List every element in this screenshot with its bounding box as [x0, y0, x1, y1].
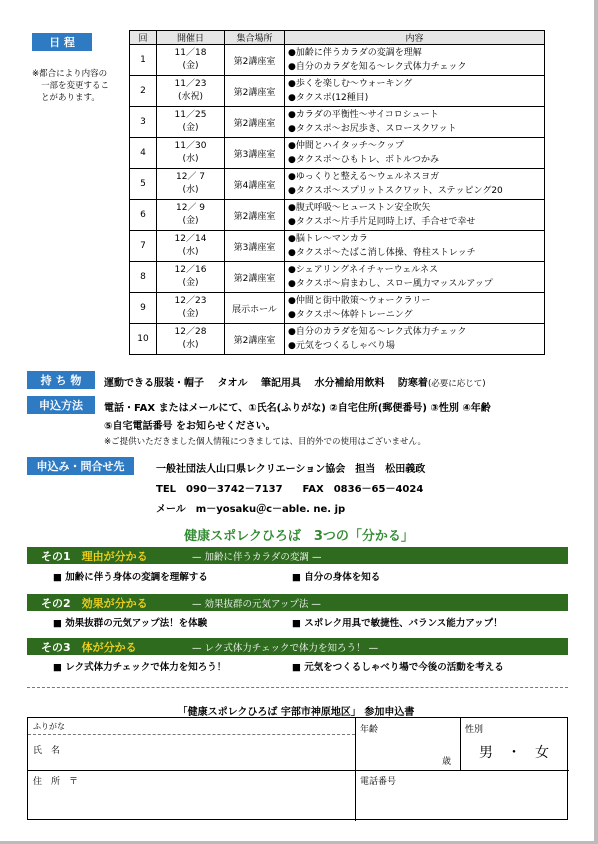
section-1-bar: [27, 547, 568, 564]
sex-options: 男 ・ 女: [479, 745, 549, 761]
row-date: [157, 45, 225, 76]
header-place: 集合場所: [225, 31, 285, 45]
row-content-line: ●タクスポ～たばこ消し体操、脊柱ストレッチ: [288, 248, 476, 258]
row-no: [130, 262, 157, 293]
row-no: [130, 324, 157, 355]
row-date: [157, 231, 225, 262]
section-1-heading: [27, 548, 192, 564]
row-day-text: (水): [182, 154, 199, 164]
section-3-bullet-1: ■ レク式体力チェックで体力を知ろう！: [53, 662, 227, 673]
row-day-text: (水祝): [177, 92, 204, 102]
row-content: [285, 169, 545, 200]
schedule-header-row: [130, 31, 545, 45]
row-content-line: ●シェアリングネイチャーウェルネス: [288, 265, 438, 275]
row-place-text: 第2講座室: [233, 87, 276, 98]
row-content-line: ●元気をつくるしゃべり場: [288, 341, 395, 351]
row-content: [285, 107, 545, 138]
section-2-head: 効果が分かる: [81, 596, 148, 610]
row-no: [130, 76, 157, 107]
row-place-text: 第2講座室: [233, 211, 276, 222]
row-content-line: ●腹式呼吸～ヒューストン安全吹矢: [288, 203, 431, 213]
schedule-note: [32, 68, 120, 104]
section-3-heading: [27, 639, 192, 655]
application-form: [27, 717, 568, 820]
section-2-heading: [27, 595, 192, 611]
header-content: 内容: [285, 31, 545, 45]
phone-label: 電話番号: [360, 777, 397, 787]
age-unit: 歳: [442, 757, 452, 767]
row-place: [225, 169, 285, 200]
row-no-text: 8: [140, 272, 146, 282]
section-3-bar: [27, 638, 568, 655]
table-row: [130, 200, 545, 231]
row-content: [285, 231, 545, 262]
sex-label: 性別: [465, 725, 484, 735]
row-content-line: ●タクスポ～スプリットスクワット、ステッピング20: [288, 186, 503, 196]
row-no-text: 4: [140, 148, 146, 158]
row-content: [285, 262, 545, 293]
section-2-sub: — 効果抜群の元気アップ法 —: [192, 598, 321, 610]
schedule-note-line: とがあります。: [41, 93, 100, 103]
row-content-line: ●自分のカラダを知る～レク式体力チェック: [288, 327, 467, 337]
schedule-body: [130, 45, 545, 355]
row-content: [285, 45, 545, 76]
row-day-text: (水): [182, 247, 199, 257]
row-place-text: 第3講座室: [233, 242, 276, 253]
row-place: [225, 231, 285, 262]
row-content-line: ●タクスポ～お尻歩き、スロースクワット: [288, 124, 457, 134]
row-content-line: ●タクスポ～肩まわし、スロー風力マッスルアップ: [288, 279, 493, 289]
row-content: [285, 293, 545, 324]
row-place: [225, 200, 285, 231]
row-content-line: ●タクスポ～体幹トレーニング: [288, 310, 413, 320]
row-date: [157, 76, 225, 107]
row-date: [157, 138, 225, 169]
row-date: [157, 262, 225, 293]
schedule-tag: 日 程: [32, 33, 92, 51]
schedule-table: [129, 30, 545, 355]
row-date: [157, 200, 225, 231]
row-no-text: 1: [140, 55, 146, 65]
table-row: [130, 293, 545, 324]
row-day-text: (金): [182, 123, 199, 133]
row-place: [225, 76, 285, 107]
apply-tag: 申込方法: [27, 396, 95, 414]
row-place: [225, 324, 285, 355]
section-3-head: 体が分かる: [81, 640, 137, 654]
row-date: [157, 169, 225, 200]
row-no: [130, 169, 157, 200]
section-2-bar: [27, 594, 568, 611]
form-title: 「健康スポレクひろば 宇部市神原地区」 参加申込書: [177, 707, 415, 718]
row-date-text: 12／28: [174, 327, 207, 337]
row-place-text: 第2講座室: [233, 56, 276, 67]
items-text: [104, 374, 486, 389]
row-day-text: (金): [182, 278, 199, 288]
contact-mail: メール m－yosaku＠c－able. ne. jp: [156, 504, 346, 515]
apply-note: ※ご提供いただきました個人情報につきましては、目的外での使用はございません。: [104, 437, 426, 447]
header-date: 開催日: [157, 31, 225, 45]
section-1-bullet-2: ■ 自分の身体を知る: [292, 572, 381, 583]
row-content-line: ●タクスポ(12種目): [288, 93, 369, 103]
page-edge-right: [594, 0, 598, 844]
address-label: 住 所 〒: [33, 777, 79, 787]
row-no-text: 5: [140, 179, 146, 189]
row-date: [157, 107, 225, 138]
row-day-text: (水): [182, 340, 199, 350]
table-row: [130, 169, 545, 200]
row-date: [157, 324, 225, 355]
apply-line1: 電話・FAX またはメールにて、①氏名(ふりがな) ②自宅住所(郵便番号) ③性別 ④年齢: [104, 403, 491, 414]
row-no-text: 7: [140, 241, 146, 251]
contact-tag: 申込み・問合せ先: [27, 457, 134, 475]
row-content-line: ●タクスポ～片手片足同時上げ、手合せで幸せ: [288, 217, 476, 227]
row-content-line: ●歩くを楽しむ～ウォーキング: [288, 79, 413, 89]
section-2-num: その2: [41, 596, 71, 610]
apply-line2: ⑤自宅電話番号 をお知らせください。: [104, 421, 276, 432]
row-date-text: 11／18: [174, 48, 207, 58]
name-label: 氏 名: [33, 746, 61, 756]
row-date-text: 11／25: [174, 110, 207, 120]
table-row: [130, 262, 545, 293]
row-date-text: 11／30: [174, 141, 207, 151]
row-place: [225, 45, 285, 76]
row-no-text: 9: [140, 303, 146, 313]
row-content-line: ●仲間とハイタッチ～クップ: [288, 141, 404, 151]
row-content-line: ●仲間と街中散策～ウォークラリー: [288, 296, 431, 306]
row-date-text: 12／23: [174, 296, 207, 306]
row-no: [130, 231, 157, 262]
row-content-line: ●加齢に伴うカラダの変調を理解: [288, 48, 422, 58]
schedule-note-line: 一部を変更するこ: [41, 81, 110, 91]
furigana-label: ふりがな: [33, 722, 65, 731]
table-row: [130, 231, 545, 262]
row-no-text: 2: [140, 86, 146, 96]
section-2-bullet-2: ■ スポレク用具で敏捷性、バランス能力アップ！: [292, 618, 503, 629]
furigana-line: [28, 734, 355, 735]
row-no: [130, 138, 157, 169]
table-row: [130, 76, 545, 107]
header-no: 回: [130, 31, 157, 45]
row-place-text: 展示ホール: [232, 304, 277, 315]
row-day-text: (金): [182, 309, 199, 319]
row-no: [130, 45, 157, 76]
row-place: [225, 107, 285, 138]
row-no: [130, 200, 157, 231]
row-place-text: 第2講座室: [233, 335, 276, 346]
row-content: [285, 76, 545, 107]
section-1-num: その1: [41, 549, 71, 563]
row-place-text: 第3講座室: [233, 149, 276, 160]
section-1-bullet-1: ■ 加齢に伴う身体の変調を理解する: [53, 572, 208, 583]
row-place: [225, 138, 285, 169]
table-row: [130, 107, 545, 138]
row-content: [285, 200, 545, 231]
row-place-text: 第4講座室: [233, 180, 276, 191]
row-content-line: ●脳トレ～マンカラ: [288, 234, 368, 244]
table-row: [130, 138, 545, 169]
section-3-bullet-2: ■ 元気をつくるしゃべり場で今後の活動を考える: [292, 662, 504, 673]
contact-tel: TEL 090－3742－7137 FAX 0836－65－4024: [156, 484, 424, 495]
row-date-text: 12／16: [174, 265, 207, 275]
row-place: [225, 262, 285, 293]
row-no-text: 6: [140, 210, 146, 220]
row-content-line: ●カラダの平衡性～サイコロシュート: [288, 110, 439, 120]
row-day-text: (金): [182, 61, 199, 71]
row-content: [285, 324, 545, 355]
three-title: 健康スポレクひろば 3つの「分かる」: [184, 529, 414, 544]
row-content-line: ●自分のカラダを知る～レク式体力チェック: [288, 62, 467, 72]
items-tag: 持 ち 物: [27, 371, 95, 389]
row-date-text: 12／ 9: [175, 203, 206, 213]
row-place-text: 第2講座室: [233, 273, 276, 284]
row-date: [157, 293, 225, 324]
row-date-text: 11／23: [174, 79, 207, 89]
section-1-sub: — 加齢に伴うカラダの変調 —: [192, 551, 322, 563]
row-place-text: 第2講座室: [233, 118, 276, 129]
row-date-text: 12／14: [174, 234, 207, 244]
form-divider: [460, 718, 461, 770]
cut-line: [27, 687, 568, 688]
row-no: [130, 107, 157, 138]
row-date-text: 12／ 7: [175, 172, 206, 182]
row-content-line: ●ゆっくりと整える～ウェルネスヨガ: [288, 172, 440, 182]
row-day-text: (金): [182, 216, 199, 226]
table-row: [130, 324, 545, 355]
row-no: [130, 293, 157, 324]
row-content: [285, 138, 545, 169]
items-suffix: (必要に応じて): [427, 379, 486, 389]
section-1-head: 理由が分かる: [81, 549, 148, 563]
schedule-note-line: ※都合により内容の: [32, 69, 108, 79]
table-row: [130, 45, 545, 76]
form-divider: [28, 770, 569, 771]
items-list: 運動できる服装・帽子 タオル 筆記用具 水分補給用飲料 防寒着: [104, 378, 428, 389]
section-2-bullet-1: ■ 効果抜群の元気アップ法！を体験: [53, 618, 208, 629]
contact-org: 一般社団法人山口県レクリエーション協会 担当 松田義政: [156, 464, 426, 475]
row-day-text: (水): [182, 185, 199, 195]
row-place: [225, 293, 285, 324]
row-no-text: 10: [137, 334, 149, 344]
row-content-line: ●タクスポ～ひもトレ、ボトルつかみ: [288, 155, 440, 165]
section-3-num: その3: [41, 640, 71, 654]
age-label: 年齢: [360, 725, 379, 735]
section-3-sub: — レク式体力チェックで体力を知ろう！ —: [192, 642, 379, 654]
row-no-text: 3: [140, 117, 146, 127]
